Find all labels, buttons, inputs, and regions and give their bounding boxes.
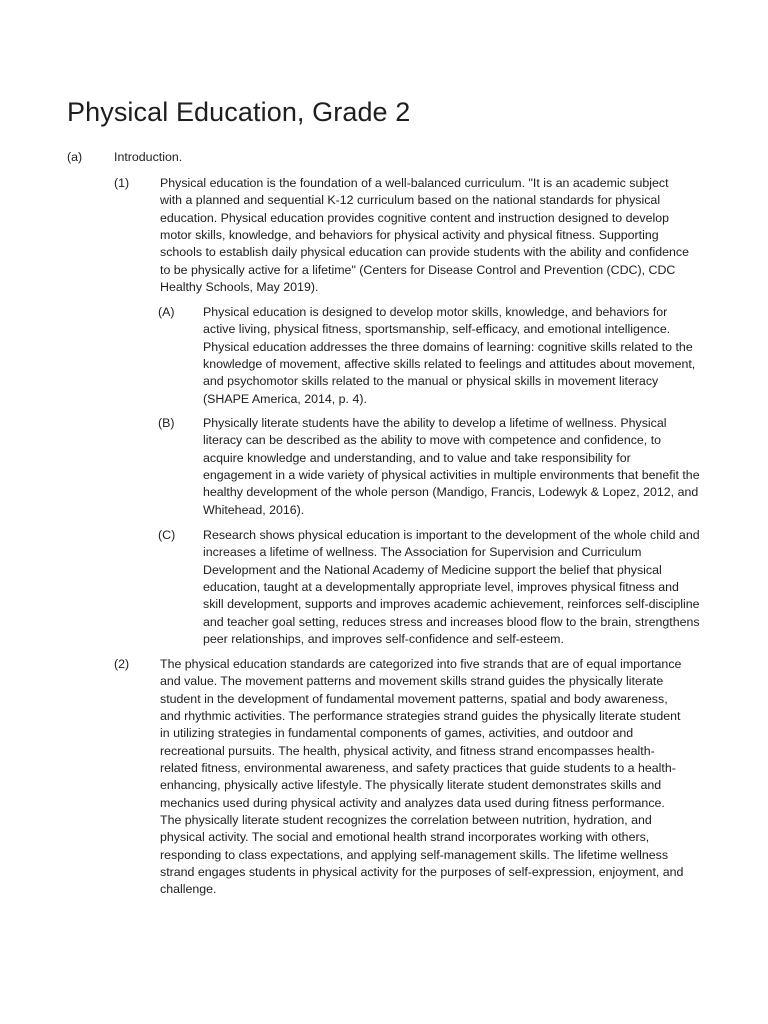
subparagraph-a-marker: (A) <box>158 305 175 319</box>
subparagraph-a-text: Physical education is designed to develop motor skills, knowledge, and behaviors for active living, physical fitness, sportsmanship, self-efficacy, and emotional intelligence. Physical education addresses the three domains of learning: cognitive skills related to the knowledge of movement, affective skills related to feelings and attitudes about movement, and psychomotor skills related to the manual or physical skills in movement literacy (SHAPE America, 2014, p. 4). <box>203 305 696 406</box>
paragraph-2-text: The physical education standards are categorized into five strands that are of equal importance and value. The movement patterns and movement skills strand guides the physically literate student in the development of fundamental movement patterns, spatial and body awareness, and rhythmic activities. The performance strategies strand guides the physically literate student in utilizing strategies in fundamental components of games, activities, and outdoor and recreational pursuits. The health, physical activity, and fitness strand encompasses health-related fitness, environmental awareness, and safety practices that guide students to a health-enhancing, physically active lifestyle. The physically literate student demonstrates skills and mechanics used during physical activity and analyzes data used during fitness performance. The physically literate student recognizes the correlation between nutrition, hydration, and physical activity. The social and emotional health strand incorporates working with others, responding to class expectations, and applying self-management skills. The lifetime wellness strand engages students in physical activity for the purposes of self-expression, enjoyment, and challenge. <box>160 657 684 897</box>
section-a-marker: (a) <box>67 150 83 164</box>
paragraph-1-marker: (1) <box>114 176 130 190</box>
paragraph-2-marker: (2) <box>114 657 130 671</box>
subparagraph-c-marker: (C) <box>158 528 176 542</box>
paragraph-1-text: Physical education is the foundation of a well-balanced curriculum. "It is an academic subject with a planned and sequential K-12 curriculum based on the national standards for physical education. Physical education provides cognitive content and instruction designed to develop motor skills, knowledge, and behaviors for physical activity and physical fitness. Supporting schools to establish daily physical education can provide students with the ability and confidence to be physically active for a lifetime" (Centers for Disease Control and Prevention (CDC), CDC Healthy Schools, May 2019). <box>160 176 689 295</box>
subparagraph-c-text: Research shows physical education is important to the development of the whole child and increases a lifetime of wellness. The Association for Supervision and Curriculum Development and the National Academy of Medicine support the belief that physical education, taught at a developmentally appropriate level, improves physical fitness and skill development, supports and improves academic achievement, reinforces self-discipline and teacher goal setting, reduces stress and increases blood flow to the brain, strengthens peer relationships, and improves self-confidence and self-esteem. <box>203 528 700 647</box>
page-title: Physical Education, Grade 2 <box>67 97 411 127</box>
subparagraph-b-text: Physically literate students have the ability to develop a lifetime of wellness. Physical literacy can be described as the ability to move with competence and confidence, to acquire knowledge and understanding, and to value and take responsibility for engagement in a wide variety of physical activities in multiple environments that benefit the healthy development of the whole person (Mandigo, Francis, Lodewyk & Lopez, 2012, and Whitehead, 2016). <box>203 416 700 517</box>
section-a-heading: Introduction. <box>114 150 183 164</box>
subparagraph-b-marker: (B) <box>158 416 175 430</box>
